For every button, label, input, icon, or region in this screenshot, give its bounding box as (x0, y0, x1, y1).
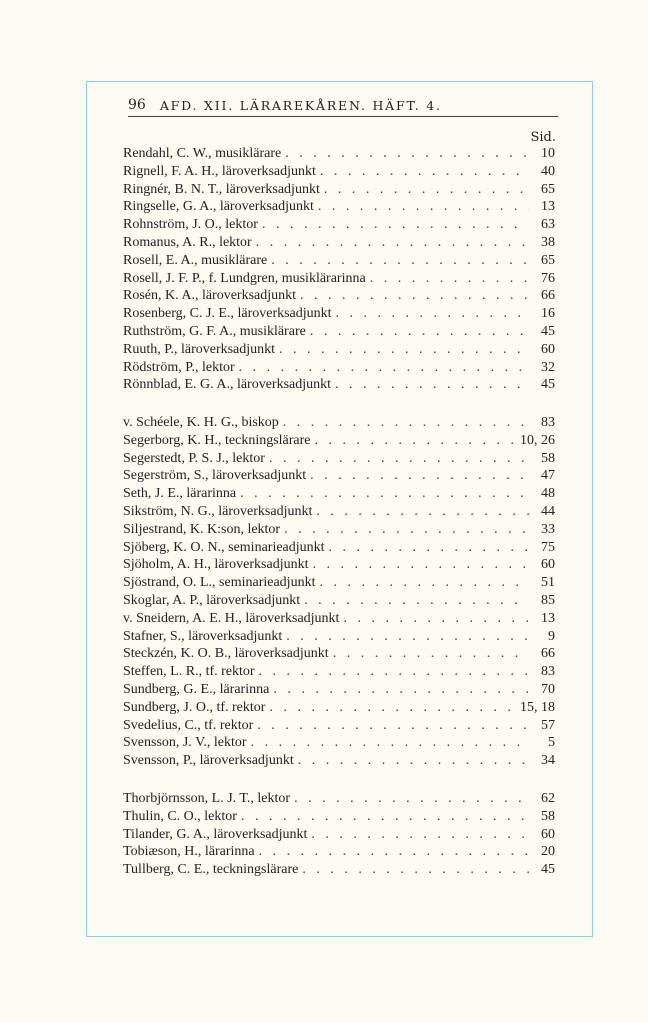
entry-page: 57 (541, 717, 555, 733)
entry-page: 15, 18 (520, 699, 555, 715)
leader-dots (259, 664, 529, 680)
index-entry (123, 288, 555, 306)
index-entry (123, 646, 555, 664)
entry-name: Rosell, E. A., musiklärare (123, 252, 268, 268)
leader-dots (319, 575, 529, 591)
leader-dots (343, 611, 529, 627)
entry-name: Sundberg, J. O., tf. rektor (123, 699, 266, 715)
index-entry (123, 253, 555, 271)
entry-page: 16 (541, 306, 555, 322)
leader-dots (285, 146, 529, 162)
entry-name: v. Sneidern, A. E. H., läroverksadjunkt (123, 610, 340, 626)
entry-page: 58 (541, 450, 555, 466)
entry-page: 34 (541, 753, 555, 769)
entry-page: 60 (541, 557, 555, 573)
entry-name: Rosell, J. F. P., f. Lundgren, musiklärarinna (123, 270, 366, 286)
index-entry (123, 844, 555, 862)
entry-page: 5 (548, 735, 555, 751)
index-group-t (123, 791, 555, 880)
leader-dots (315, 433, 516, 449)
leader-dots (251, 735, 529, 751)
entry-name: Rignell, F. A. H., läroverksadjunkt (123, 163, 316, 179)
entry-page: 44 (541, 503, 555, 519)
index-entry (123, 324, 555, 342)
index-group-r (123, 146, 555, 395)
leader-dots (262, 217, 529, 233)
leader-dots (310, 468, 529, 484)
entry-page: 75 (541, 539, 555, 555)
leader-dots (370, 271, 529, 287)
index-entry (123, 753, 555, 771)
index-entry (123, 415, 555, 433)
leader-dots (335, 377, 529, 393)
entry-page: 63 (541, 217, 555, 233)
index-entry (123, 827, 555, 845)
index-entry (123, 629, 555, 647)
leader-dots (259, 844, 529, 860)
entry-name: Ringnér, B. N. T., läroverksadjunkt (123, 181, 320, 197)
entry-page: 13 (541, 610, 555, 626)
index-entry (123, 199, 555, 217)
index-entry (123, 575, 555, 593)
entry-page: 65 (541, 181, 555, 197)
entry-name: Siljestrand, K. K:son, lektor (123, 521, 281, 537)
leader-dots (284, 522, 529, 538)
leader-dots (256, 235, 529, 251)
entry-name: Thorbjörnsson, L. J. T., lektor (123, 791, 291, 806)
leader-dots (286, 629, 529, 645)
index-group-s (123, 415, 555, 771)
entry-page: 51 (541, 575, 555, 591)
entry-name: Ruuth, P., läroverksadjunkt (123, 341, 276, 357)
leader-dots (324, 182, 529, 198)
leader-dots (239, 360, 529, 376)
leader-dots (329, 540, 529, 556)
entry-name: Steffen, L. R., tf. rektor (123, 664, 255, 680)
entry-name: Tilander, G. A., läroverksadjunkt (123, 826, 308, 842)
entry-name: Segerström, S., läroverksadjunkt (123, 468, 307, 484)
entry-name: Svensson, P., läroverksadjunkt (123, 753, 294, 769)
index-entry (123, 557, 555, 575)
entry-name: Seth, J. E., lärarinna (123, 486, 237, 502)
entry-page: 38 (541, 234, 555, 250)
entry-name: Sjöberg, K. O. N., seminarieadjunkt (123, 539, 325, 555)
entry-name: Segerborg, K. H., teckningslärare (123, 432, 311, 448)
entry-name: Svedelius, C., tf. rektor (123, 717, 254, 733)
index-entry (123, 522, 555, 540)
leader-dots (294, 791, 529, 807)
entry-name: Steckzén, K. O. B., läroverksadjunkt (123, 646, 329, 662)
index-entry (123, 146, 555, 164)
index-entry (123, 700, 555, 718)
leader-dots (316, 504, 529, 520)
page-number: 96 (128, 97, 146, 113)
leader-dots (310, 324, 529, 340)
entry-name: Sikström, N. G., läroverksadjunkt (123, 503, 313, 519)
index-entry (123, 611, 555, 629)
entry-name: Rosén, K. A., läroverksadjunkt (123, 288, 297, 304)
index-entry (123, 486, 555, 504)
entry-page: 85 (541, 592, 555, 608)
entry-name: Rendahl, C. W., musiklärare (123, 146, 282, 161)
leader-dots (257, 718, 529, 734)
index-entry (123, 809, 555, 827)
entry-page: 13 (541, 199, 555, 215)
entry-name: Sjöstrand, O. L., seminarieadjunkt (123, 575, 316, 591)
entry-name: Svensson, J. V., lektor (123, 735, 247, 751)
index-entry (123, 182, 555, 200)
entry-page: 9 (548, 628, 555, 644)
entry-name: Tullberg, C. E., teckningslärare (123, 862, 299, 878)
entry-page: 20 (541, 844, 555, 860)
leader-dots (240, 486, 529, 502)
index-entry (123, 451, 555, 469)
entry-name: Sjöholm, A. H., läroverksadjunkt (123, 557, 309, 573)
index-entry (123, 718, 555, 736)
entry-name: Segerstedt, P. S. J., lektor (123, 450, 265, 466)
leader-dots (279, 342, 529, 358)
entry-name: Thulin, C. O., lektor (123, 808, 237, 824)
index-entry (123, 682, 555, 700)
index-entry (123, 271, 555, 289)
leader-dots (298, 753, 529, 769)
entry-name: Rödström, P., lektor (123, 359, 235, 375)
entry-page: 60 (541, 341, 555, 357)
leader-dots (300, 288, 529, 304)
leader-dots (336, 306, 529, 322)
entry-name: Tobiæson, H., lärarinna (123, 844, 255, 860)
entry-page: 40 (541, 163, 555, 179)
entry-name: Rönnblad, E. G. A., läroverksadjunkt (123, 377, 332, 393)
entry-page: 70 (541, 681, 555, 697)
index-entry (123, 342, 555, 360)
entry-page: 66 (541, 646, 555, 662)
leader-dots (269, 700, 516, 716)
leader-dots (320, 164, 529, 180)
entry-page: 45 (541, 323, 555, 339)
leader-dots (311, 827, 529, 843)
entry-name: Sundberg, G. E., lärarinna (123, 681, 270, 697)
index-entry (123, 664, 555, 682)
entry-name: Romanus, A. R., lektor (123, 234, 252, 250)
entry-page: 47 (541, 468, 555, 484)
entry-page: 48 (541, 486, 555, 502)
index-entry (123, 235, 555, 253)
entry-page: 83 (541, 415, 555, 430)
entry-page: 66 (541, 288, 555, 304)
leader-dots (318, 199, 529, 215)
index-entry (123, 217, 555, 235)
entry-page: 10, 26 (520, 432, 555, 448)
running-title: AFD. XII. LÄRAREKÅREN. HÄFT. 4. (159, 97, 442, 113)
entry-page: 45 (541, 862, 555, 878)
leader-dots (304, 593, 529, 609)
entry-page: 10 (541, 146, 555, 161)
entry-page: 60 (541, 826, 555, 842)
index-entry (123, 735, 555, 753)
index-entry (123, 504, 555, 522)
entry-name: Ringselle, G. A., läroverksadjunkt (123, 199, 314, 215)
leader-dots (273, 682, 529, 698)
index-entry (123, 593, 555, 611)
running-header (128, 94, 558, 117)
entry-name: Skoglar, A. P., läroverksadjunkt (123, 592, 301, 608)
index-entry (123, 360, 555, 378)
entry-name: Rosenberg, C. J. E., läroverksadjunkt (123, 306, 332, 322)
entry-name: v. Schéele, K. H. G., biskop (123, 415, 279, 430)
leader-dots (271, 253, 529, 269)
entry-page: 58 (541, 808, 555, 824)
entry-page: 45 (541, 377, 555, 393)
index-entry (123, 433, 555, 451)
leader-dots (313, 557, 530, 573)
index-entry (123, 377, 555, 395)
entry-name: Ruthström, G. F. A., musiklärare (123, 323, 306, 339)
leader-dots (269, 451, 529, 467)
entry-name: Stafner, S., läroverksadjunkt (123, 628, 283, 644)
index-entry (123, 468, 555, 486)
index-entry (123, 862, 555, 880)
entry-page: 32 (541, 359, 555, 375)
entry-page: 65 (541, 252, 555, 268)
index-entry (123, 540, 555, 558)
entry-page: 62 (541, 791, 555, 806)
page-column-label: Sid. (530, 130, 556, 145)
entry-page: 83 (541, 664, 555, 680)
index-entry (123, 306, 555, 324)
leader-dots (333, 646, 529, 662)
leader-dots (283, 415, 529, 431)
index-entry (123, 164, 555, 182)
entry-page: 33 (541, 521, 555, 537)
entry-page: 76 (541, 270, 555, 286)
index-entry (123, 791, 555, 809)
entry-name: Rohnström, J. O., lektor (123, 217, 258, 233)
leader-dots (241, 809, 529, 825)
leader-dots (302, 862, 529, 878)
